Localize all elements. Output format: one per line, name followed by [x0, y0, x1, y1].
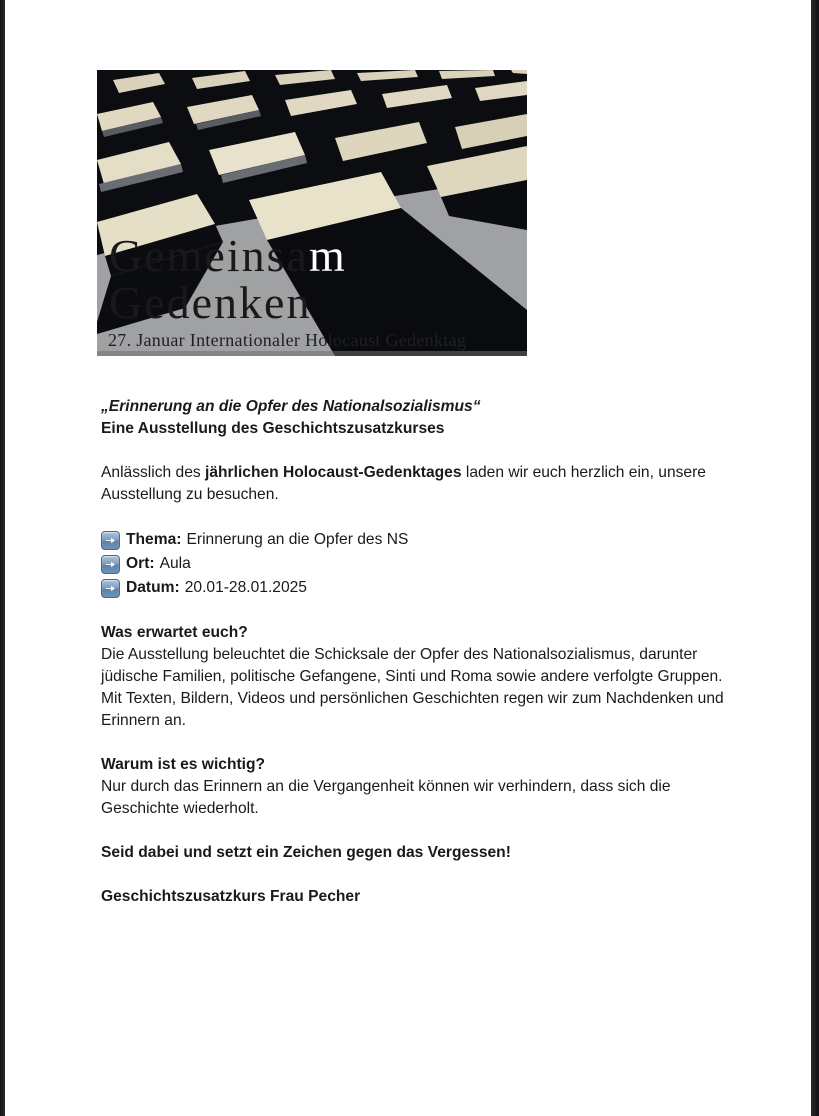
- section-heading-why: Warum ist es wichtig?: [101, 756, 266, 773]
- detail-row-thema: [101, 528, 733, 552]
- intro-paragraph: Anlässlich des jährlichen Holocaust-Gedenktages laden wir euch herzlich ein, unsere Ausstellung zu besuchen.: [101, 464, 706, 503]
- page-right-edge-shadow: [811, 0, 819, 1116]
- detail-row-datum: [101, 576, 733, 600]
- document-body: [101, 396, 733, 908]
- exhibition-subtitle: Eine Ausstellung des Geschichtszusatzkurses: [101, 420, 445, 437]
- section-expect-paragraph-1: Die Ausstellung beleuchtet die Schicksale der Opfer des Nationalsozialismus, darunter jüdische Familien, politische Gefangene, Sinti und Roma sowie andere verfolgte Gruppen.: [101, 646, 723, 685]
- signature-line: Geschichtszusatzkurs Frau Pecher: [101, 888, 361, 905]
- section-expect-paragraph-2: Mit Texten, Bildern, Videos und persönlichen Geschichten regen wir zum Nachdenken und Erinnern an.: [101, 690, 724, 729]
- closing-call-to-action: Seid dabei und setzt ein Zeichen gegen das Vergessen!: [101, 844, 511, 861]
- memorial-title: [109, 232, 519, 326]
- detail-label: Ort:: [126, 555, 155, 572]
- section-heading-expect: Was erwartet euch?: [101, 624, 248, 641]
- detail-label: Datum:: [126, 579, 180, 596]
- right-arrow-icon: [101, 579, 120, 598]
- memorial-title-line1: Gemeinsam: [109, 230, 347, 281]
- right-arrow-icon: [101, 531, 120, 550]
- exhibition-title-quote: „Erinnerung an die Opfer des Nationalsozialismus“: [101, 398, 481, 415]
- memorial-title-line2: Gedenken: [109, 277, 312, 328]
- memorial-photo: [97, 70, 527, 356]
- detail-row-ort: [101, 552, 733, 576]
- detail-label: Thema:: [126, 531, 182, 548]
- memorial-caption: 27. Januar Internationaler Holocaust Gedenktag: [108, 330, 467, 350]
- page-left-edge-shadow: [0, 0, 5, 1116]
- detail-value: Erinnerung an die Opfer des NS: [186, 531, 409, 548]
- right-arrow-icon: [101, 555, 120, 574]
- section-why-paragraph: Nur durch das Erinnern an die Vergangenheit können wir verhindern, dass sich die Geschichte wiederholt.: [101, 778, 671, 817]
- detail-value: 20.01-28.01.2025: [184, 579, 307, 596]
- detail-value: Aula: [159, 555, 191, 572]
